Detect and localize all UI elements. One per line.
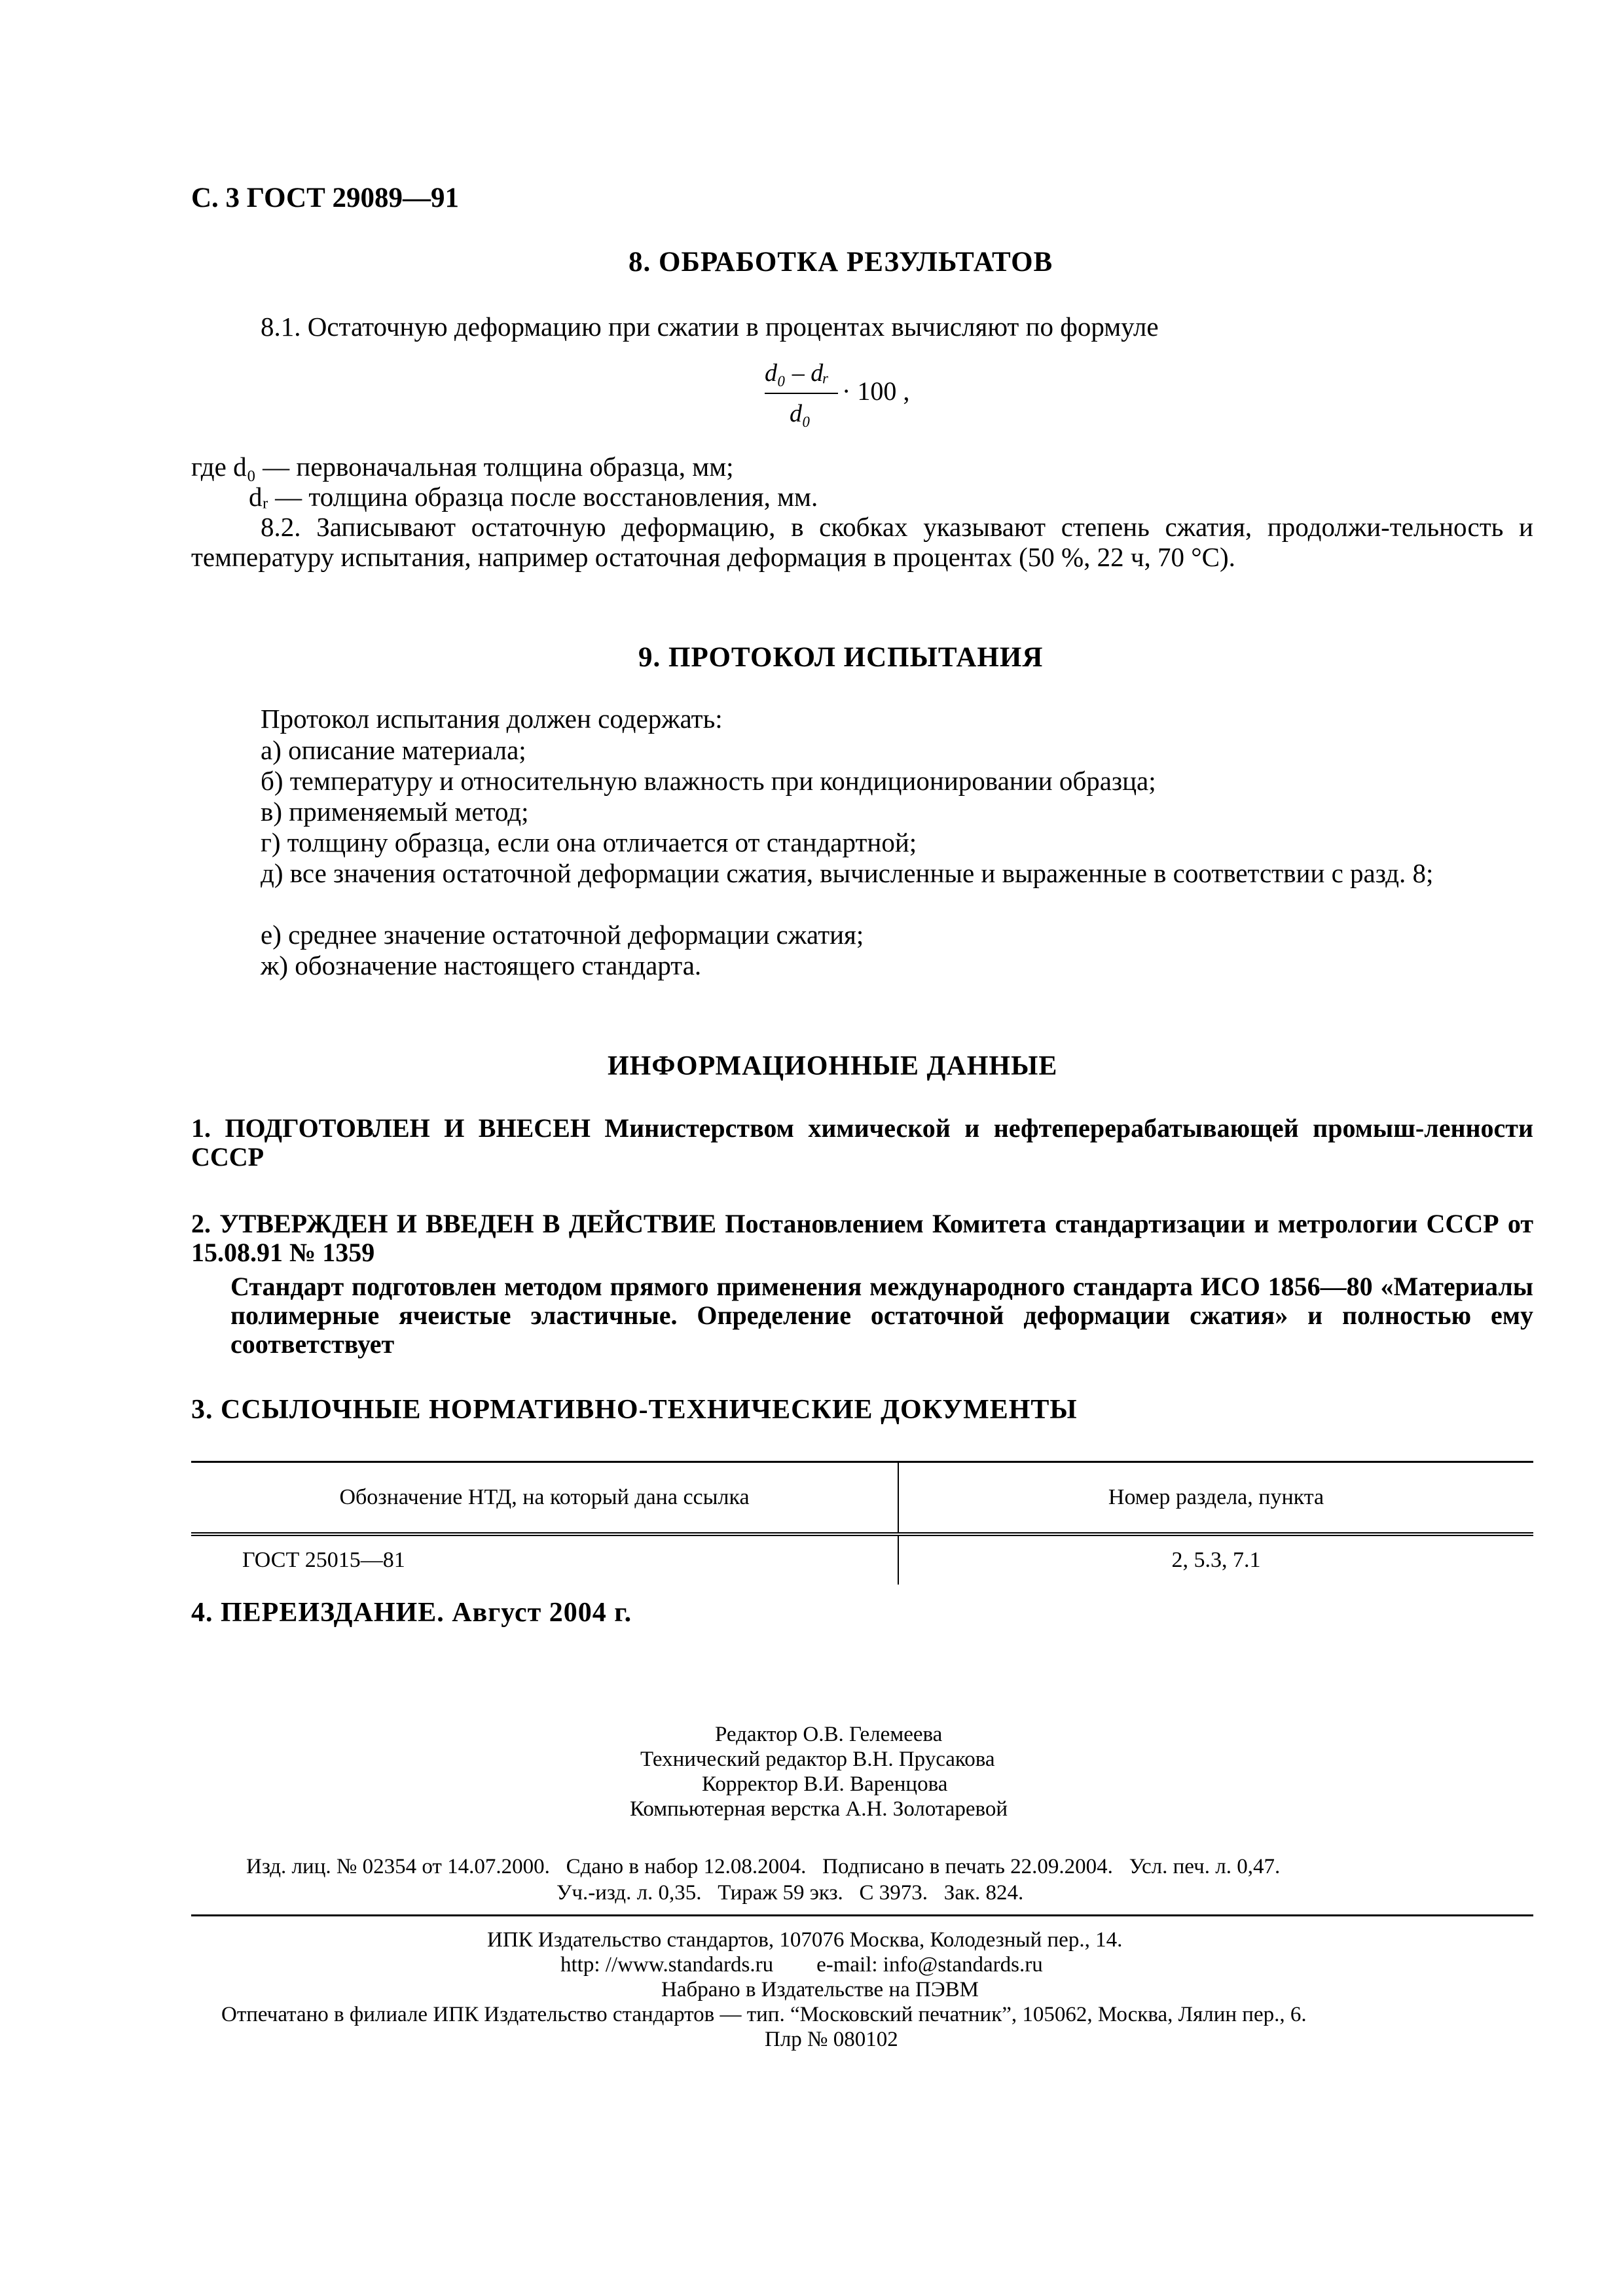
fraction-bar	[765, 393, 838, 394]
info-item-3: 3. ССЫЛОЧНЫЕ НОРМАТИВНО-ТЕХНИЧЕСКИЕ ДОКУМЕНТЫ	[191, 1395, 1078, 1425]
page-header: С. 3 ГОСТ 29089—91	[191, 183, 460, 213]
table-row	[191, 1534, 1533, 1585]
protocol-item-a: а) описание материала;	[261, 735, 526, 765]
info-item-2: 2. УТВЕРЖДЕН И ВВЕДЕН В ДЕЙСТВИЕ Постановлением Комитета стандартизации и метрологии СССР от 15.08.91 № 1359	[191, 1209, 1533, 1267]
credit-layout	[630, 1797, 1008, 1821]
table-header-row	[191, 1462, 1533, 1535]
formula-multiplier: · 100 ,	[842, 376, 910, 406]
protocol-item-v: в) применяемый метод;	[261, 797, 529, 827]
credit-tech-editor	[640, 1748, 995, 1771]
formula-numerator: d₀ – dᵣ	[765, 359, 830, 387]
credit-tech-editor-text: Технический редактор В.Н. Прусакова	[640, 1748, 995, 1771]
protocol-intro: Протокол испытания должен содержать:	[261, 704, 723, 734]
protocol-item-zh: ж) обозначение настоящего стандарта.	[261, 950, 702, 980]
protocol-item-d: д) все значения остаточной деформации сжатия, вычисленные и выраженные в соответствии с разд. 8;	[261, 858, 1434, 888]
definition-d0: где d₀ — первоначальная толщина образца, мм;	[191, 452, 734, 482]
imprint-divider	[191, 1914, 1533, 1916]
imprint-line-2: Уч.-изд. л. 0,35. Тираж 59 экз. С 3973. Зак. 824.	[556, 1881, 1024, 1905]
protocol-item-e: е) среднее значение остаточной деформации сжатия;	[261, 920, 864, 950]
publisher-line-3: Набрано в Издательстве на ПЭВМ	[661, 1978, 979, 2001]
table-header-section: Номер раздела, пункта	[898, 1462, 1533, 1535]
table-header-document: Обозначение НТД, на который дана ссылка	[191, 1462, 898, 1535]
compression-formula	[765, 359, 935, 431]
table-cell-document: ГОСТ 25015—81	[191, 1534, 898, 1585]
table-cell-section: 2, 5.3, 7.1	[1171, 1548, 1261, 1572]
section-9-title: 9. ПРОТОКОЛ ИСПЫТАНИЯ	[638, 642, 1044, 673]
publisher-line-1: ИПК Издательство стандартов, 107076 Москва, Колодезный пер., 14.	[487, 1928, 1123, 1952]
info-item-4: 4. ПЕРЕИЗДАНИЕ. Август 2004 г.	[191, 1598, 632, 1628]
formula-denominator: d₀	[790, 400, 811, 427]
section-8-title: 8. ОБРАБОТКА РЕЗУЛЬТАТОВ	[629, 247, 1053, 278]
paragraph-8-2: 8.2. Записывают остаточную деформацию, в скобках указывают степень сжатия, продолжи-тельность и температуру испытания, например остаточная деформация в процентах (50 %, 22 ч, 70 °С).	[191, 512, 1533, 572]
imprint-line-1: Изд. лиц. № 02354 от 14.07.2000. Сдано в набор 12.08.2004. Подписано в печать 22.09.2004. Усл. печ. л. 0,47.	[246, 1855, 1281, 1878]
protocol-item-b: б) температуру и относительную влажность при кондиционировании образца;	[261, 766, 1156, 796]
paragraph-8-1: 8.1. Остаточную деформацию при сжатии в процентах вычисляют по формуле	[261, 312, 1159, 342]
credit-corrector	[702, 1772, 947, 1796]
definition-dr: dᵣ — толщина образца после восстановления, мм.	[249, 482, 818, 512]
publisher-line-5: Плр № 080102	[765, 2028, 898, 2051]
credit-editor-text: Редактор О.В. Гелемеева	[715, 1723, 943, 1746]
info-item-2-note: Стандарт подготовлен методом прямого применения международного стандарта ИСО 1856—80 «Материалы полимерные ячеистые эластичные. Определение остаточной деформации сжатия» и полностью ему соответствует	[230, 1272, 1533, 1359]
credit-editor	[715, 1723, 942, 1746]
credit-corrector-text: Корректор В.И. Варенцова	[702, 1772, 948, 1796]
publisher-line-4: Отпечатано в филиале ИПК Издательство стандартов — тип. “Московский печатник”, 105062, Москва, Лялин пер., 6.	[221, 2003, 1307, 2026]
info-title: ИНФОРМАЦИОННЫЕ ДАННЫЕ	[608, 1051, 1058, 1081]
protocol-item-g: г) толщину образца, если она отличается от стандартной;	[261, 827, 917, 857]
info-item-1: 1. ПОДГОТОВЛЕН И ВНЕСЕН Министерством химической и нефтеперерабатывающей промыш-ленности СССР	[191, 1113, 1533, 1172]
publisher-line-2: http: //www.standards.ru e-mail: info@standards.ru	[560, 1953, 1043, 1977]
credit-layout-text: Компьютерная верстка А.Н. Золотаревой	[630, 1797, 1008, 1821]
references-table	[191, 1461, 1533, 1585]
